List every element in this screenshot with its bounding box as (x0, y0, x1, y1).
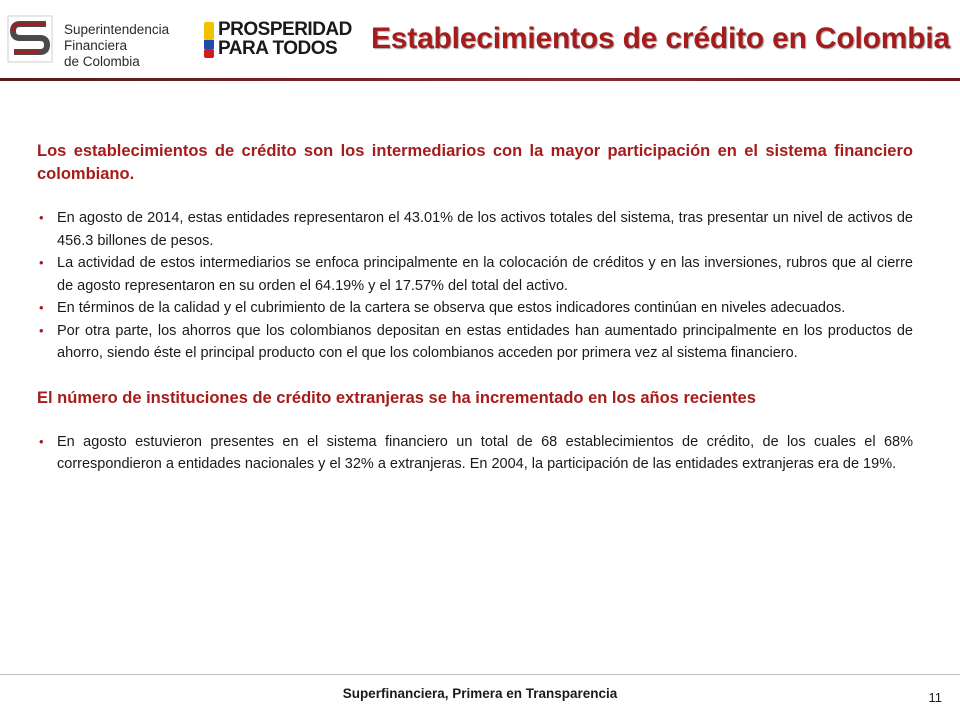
page-number: 11 (928, 690, 942, 705)
page-title: Establecimientos de crédito en Colombia (370, 22, 950, 55)
superfinanciera-logo-text (64, 22, 169, 70)
bullet-text: En agosto de 2014, estas entidades representaron el 43.01% de los activos totales del sistema, tras presentar un nivel de activos de 456.3 billones de pesos. (57, 210, 913, 249)
list-item (37, 297, 913, 320)
section-heading: El número de instituciones de crédito extranjeras se ha incrementado en los años recientes (37, 388, 756, 407)
section-heading: Los establecimientos de crédito son los intermediarios con la mayor participación en el sistema financiero colombiano. (37, 142, 913, 183)
bullet-icon: • (39, 255, 44, 270)
list-item (37, 207, 913, 252)
footer-tagline: Superfinanciera, Primera en Transparencia (342, 686, 618, 701)
logo-line: de Colombia (64, 54, 140, 69)
bullet-text: Por otra parte, los ahorros que los colombianos depositan en estas entidades han aumentado principalmente en los productos de ahorro, siendo éste el principal producto con el que los colombianos acceden por primera vez al sistema financiero. (57, 322, 913, 361)
prosperidad-para-todos-logo (204, 20, 354, 62)
superfinanciera-s-logo-icon (6, 14, 54, 64)
main-content (37, 140, 913, 476)
logo-line: PROSPERIDAD (218, 19, 352, 40)
bullet-list (37, 207, 913, 365)
list-item (37, 320, 913, 365)
header-divider (0, 78, 960, 81)
header (0, 0, 960, 80)
list-item (37, 252, 913, 297)
list-item (37, 431, 913, 476)
logo-line: Superintendencia (64, 22, 170, 37)
campaign-logo-text (218, 20, 352, 58)
bullet-icon: • (39, 433, 44, 449)
bullet-icon: • (39, 322, 44, 338)
logo-line: PARA TODOS (218, 38, 338, 59)
bullet-text: La actividad de estos intermediarios se enfoca principalmente en la colocación de créditos y en las inversiones, rubros que al cierre de agosto representaron en su orden el 64.19% y el 17.57% del total del activo. (57, 255, 913, 294)
bullet-list (37, 431, 913, 476)
superfinanciera-logo (6, 10, 176, 69)
bullet-text: En agosto estuvieron presentes en el sistema financiero un total de 68 establecimientos de crédito, de los cuales el 68% correspondieron a entidades nacionales y el 32% a extranjeras. En 2004, la participación de las entidades extranjeras era de 19%. (57, 433, 913, 472)
logo-line: Financiera (64, 38, 128, 53)
footer-divider (0, 674, 960, 675)
bullet-icon: • (39, 300, 44, 315)
bullet-icon: • (39, 210, 44, 225)
bullet-text: En términos de la calidad y el cubrimiento de la cartera se observa que estos indicadores continúan en niveles adecuados. (57, 300, 846, 316)
colombia-flag-icon (204, 22, 214, 58)
